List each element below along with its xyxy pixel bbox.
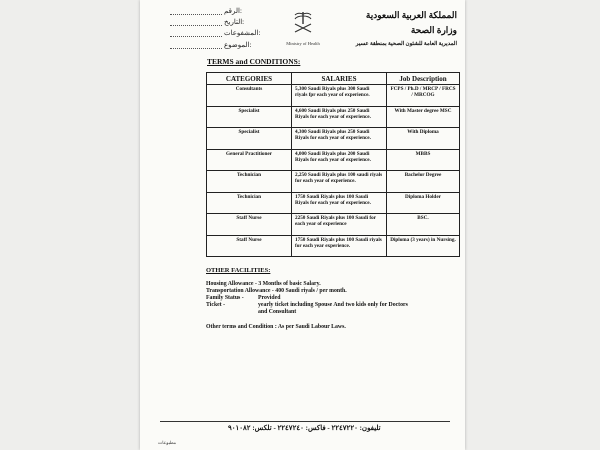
terms-heading: TERMS and CONDITIONS: [207,57,301,66]
job-cell: With Diploma [387,128,460,150]
table-row [207,171,460,193]
category-cell: General Practitioner [207,149,292,171]
salary-cell: 1750 Saudi Riyals plus 100 Saudi Riyals for each year of experience. [292,192,387,214]
job-cell: BSC. [387,214,460,236]
table-row [207,128,460,150]
palm-swords-icon [292,10,314,36]
salary-cell: 4,000 Saudi Riyals plus 200 Saudi Riyals for each year of experience. [292,149,387,171]
category-cell: Technician [207,171,292,193]
job-cell: FCPS / Ph.D / MRCP / FRCS / MRCOG [387,85,460,107]
arabic-kingdom-line: المملكة العربية السعودية [365,10,457,20]
ticket-value-line-2: and Consultant [258,309,297,315]
column-header-salaries: SALARIES [292,73,387,85]
ticket-value-line-1: yearly ticket including Spouse And two kids only for Doctors [258,302,408,308]
letterhead-subject-field: الموضوع: [170,41,251,49]
salary-cell: 4,600 Saudi Riyals plus 250 Saudi Riyals for each year of experience. [292,106,387,128]
housing-allowance-line: Housing Allowance - 3 Months of basic Salary. [206,281,321,287]
ministry-emblem [285,10,321,48]
arabic-directorate-line: المديرية العامة للشئون الصحية بمنطقة عسير [355,41,457,47]
other-facilities-title: OTHER FACILITIES: [206,267,271,274]
category-cell: Specialist [207,106,292,128]
job-cell: Bachelor Degree [387,171,460,193]
salary-cell: 2,250 Saudi Riyals plus 100 saudi riyals for each year of experience. [292,171,387,193]
emblem-label: Ministry of Health [286,41,320,46]
job-cell: Diploma (3 years) in Nursing. [387,235,460,257]
letterhead-date-field: التاريخ: [170,18,244,26]
salary-cell: 4,300 Saudi Riyals plus 250 Saudi Riyals for each year of experience. [292,128,387,150]
table-row [207,235,460,257]
document-page [140,0,465,450]
column-header-categories: CATEGORIES [207,73,292,85]
category-cell: Technician [207,192,292,214]
other-terms-line: Other terms and Condition : As per Saudi Labour Laws. [206,324,346,330]
category-cell: Consultants [207,85,292,107]
category-cell: Specialist [207,128,292,150]
footer-reference: مطبوعات [158,440,177,445]
job-cell: With Master degree MSC [387,106,460,128]
ticket-label: Ticket - [206,302,226,308]
table-row [207,214,460,236]
table-row [207,192,460,214]
category-cell: Staff Nurse [207,235,292,257]
table-row [207,149,460,171]
table-row [207,106,460,128]
letterhead-attachments-field: المشفوعات: [170,29,260,37]
terms-table [206,72,460,257]
table-header-row [207,73,460,85]
table-row [207,85,460,107]
arabic-ministry-line: وزارة الصحة [410,25,457,35]
salary-cell: 5,300 Saudi Riyals plus 300 Saudi riyals fpr each year of experience. [292,85,387,107]
category-cell: Staff Nurse [207,214,292,236]
job-cell: Diploma Holder [387,192,460,214]
column-header-job-description: Job Description [387,73,460,85]
footer-divider [160,421,450,422]
footer-contact: تليفون: ٢٢٤٧٢٢٠ - فاكس: ٢٢٤٧٢٤٠ - تلكس: ٩٠١٠٨٢ [228,424,381,432]
job-cell: MBBS [387,149,460,171]
transport-allowance-line: Transportation Allowance - 400 Saudi riyals / per month. [206,288,347,294]
family-status-value: Provided [258,295,281,301]
salary-cell: 2250 Saudi Riyals plus 100 Saudi for each year of experience [292,214,387,236]
family-status-label: Family Status - [206,295,244,301]
salary-cell: 1750 Saudi Riyals plus 100 Saudi riyals for each year experience. [292,235,387,257]
letterhead-number-field: الرقم: [170,7,242,15]
